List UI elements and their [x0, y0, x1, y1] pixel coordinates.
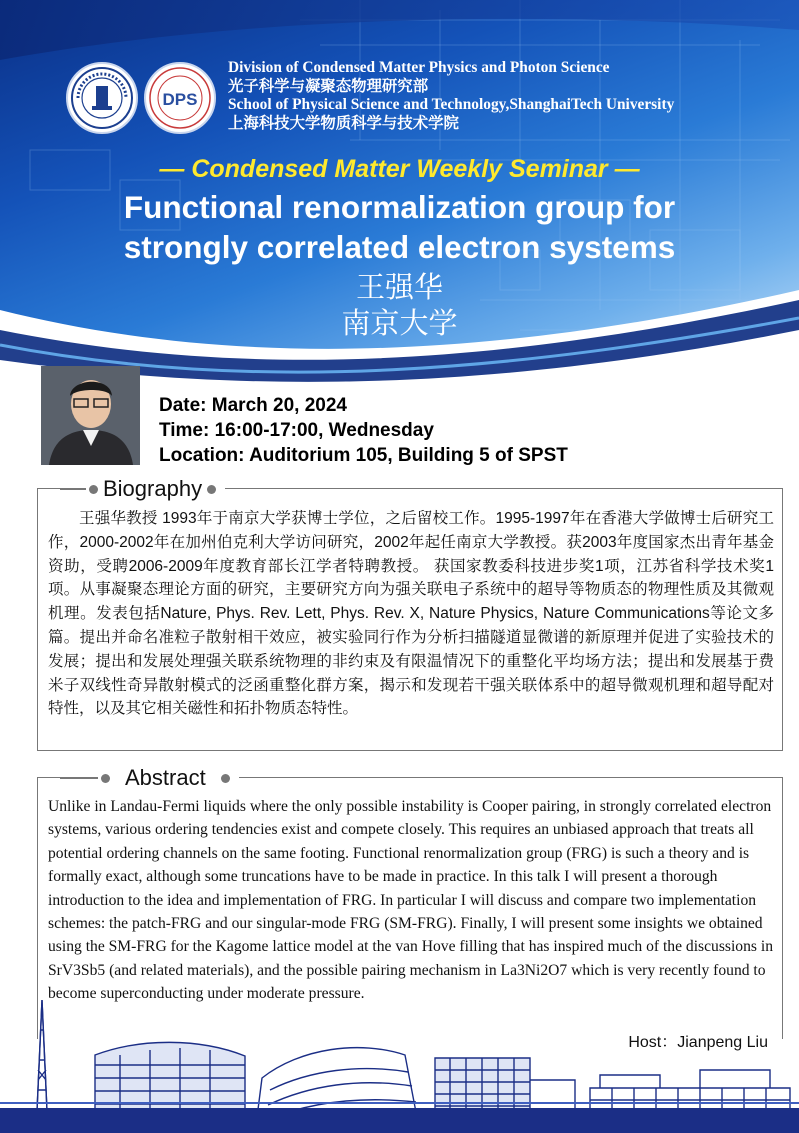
- university-seal-icon: [70, 66, 134, 130]
- abstract-heading-bar: [60, 765, 239, 791]
- heading-rule: [60, 488, 86, 490]
- header-banner: [0, 0, 799, 395]
- speaker-block: [0, 270, 799, 342]
- seminar-series-title: — Condensed Matter Weekly Seminar —: [159, 155, 640, 183]
- talk-title: [0, 187, 799, 267]
- speaker-affiliation: 南京大学: [341, 308, 458, 340]
- division-english: Division of Condensed Matter Physics and Photon Science: [228, 59, 610, 76]
- biography-heading-bar: [60, 476, 225, 502]
- bullet-dot-icon: [221, 774, 230, 783]
- dps-logo-text: DPS: [162, 90, 198, 109]
- biography-text: 王强华教授 1993年于南京大学获博士学位，之后留校工作。1995-1997年在香港大学做博士后研究工作，2000-2002年在加州伯克利大学访问研究，2002年起任南京大学教授。获2003年度国家杰出青年基金资助，受聘2006-2009年度教育部长江学者特聘教授。 获国家教委科技进步奖1项，江苏省科学技术奖1项。从事凝聚态理论方面的研究，主要研究方向为强关联电子系统中的超导等物质态的物理性质及其微观机理。发表包括Nature, Phys. Rev. Lett, Phys. Rev. X, Nature Physics, Nature Communications等论文多篇。提出并命名准粒子散射相干效应，被实验同行作为分析扫描隧道显微谱的新原理并促进了实验技术的发展；提出和发展处理强关联系统物理的非约束及有限温情况下的重整化平均场方法；提出和发展基于费米子双线性奇异散射模式的泛函重整化群方案，揭示和发现若干强关联体系中的超导微观机理和超导配对特性，以及其它相关磁性和拓扑物质态特性。: [48, 510, 774, 718]
- talk-title-line-1: Functional renormalization group for: [123, 189, 676, 225]
- school-chinese: 上海科技大学物质科学与技术学院: [228, 114, 459, 132]
- host-credit: Host：Jianpeng Liu: [628, 1034, 768, 1051]
- speaker-name: 王强华: [355, 272, 443, 304]
- dps-emblem-icon: [148, 66, 212, 130]
- dps-logo: [144, 62, 216, 134]
- talk-title-line-2: strongly correlated electron systems: [123, 229, 676, 265]
- institution-logos: [66, 62, 211, 140]
- abstract-text: Unlike in Landau-Fermi liquids where the only possible instability is Cooper pairing, in strongly correlated electron systems, various ordering tendencies exist and compete closely. This requires an unbiased approach that treats all potential ordering channels on the same footing. Functional renormalization group (FRG) is such a theory and is formally exact, although some truncations have to be made in practice. In this talk I will present a thorough introduction to the idea and implementation of FRG. In particular I will discuss and compare two implementation schemes: the patch-FRG and our singular-mode FRG (SM-FRG). Finally, I will present some insights we obtained using the SM-FRG for the Kagome lattice model at the van Hove filling that has inspired much of the discussions in SrV3Sb5 (and related materials), and the possible pairing mechanism in La3Ni2O7 which is very recently found to become superconducting under moderate pressure.: [48, 798, 773, 1003]
- portrait-placeholder-icon: [41, 366, 140, 465]
- bullet-dot-icon: [89, 485, 98, 494]
- heading-rule: [60, 777, 98, 779]
- event-details: [159, 393, 568, 468]
- division-chinese: 光子科学与凝聚态物理研究部: [228, 77, 429, 95]
- school-english: School of Physical Science and Technology,ShanghaiTech University: [228, 96, 675, 114]
- institution-block: [228, 59, 788, 133]
- biography-heading: Biography: [103, 476, 203, 501]
- bullet-dot-icon: [207, 485, 216, 494]
- abstract-heading: Abstract: [125, 765, 206, 790]
- shanghaitech-logo: [66, 62, 138, 134]
- event-location: Location: Auditorium 105, Building 5 of SPST: [159, 445, 568, 466]
- event-date: Date: March 20, 2024: [159, 395, 347, 416]
- bullet-dot-icon: [101, 774, 110, 783]
- event-time: Time: 16:00-17:00, Wednesday: [159, 420, 434, 441]
- speaker-photo: [41, 366, 140, 465]
